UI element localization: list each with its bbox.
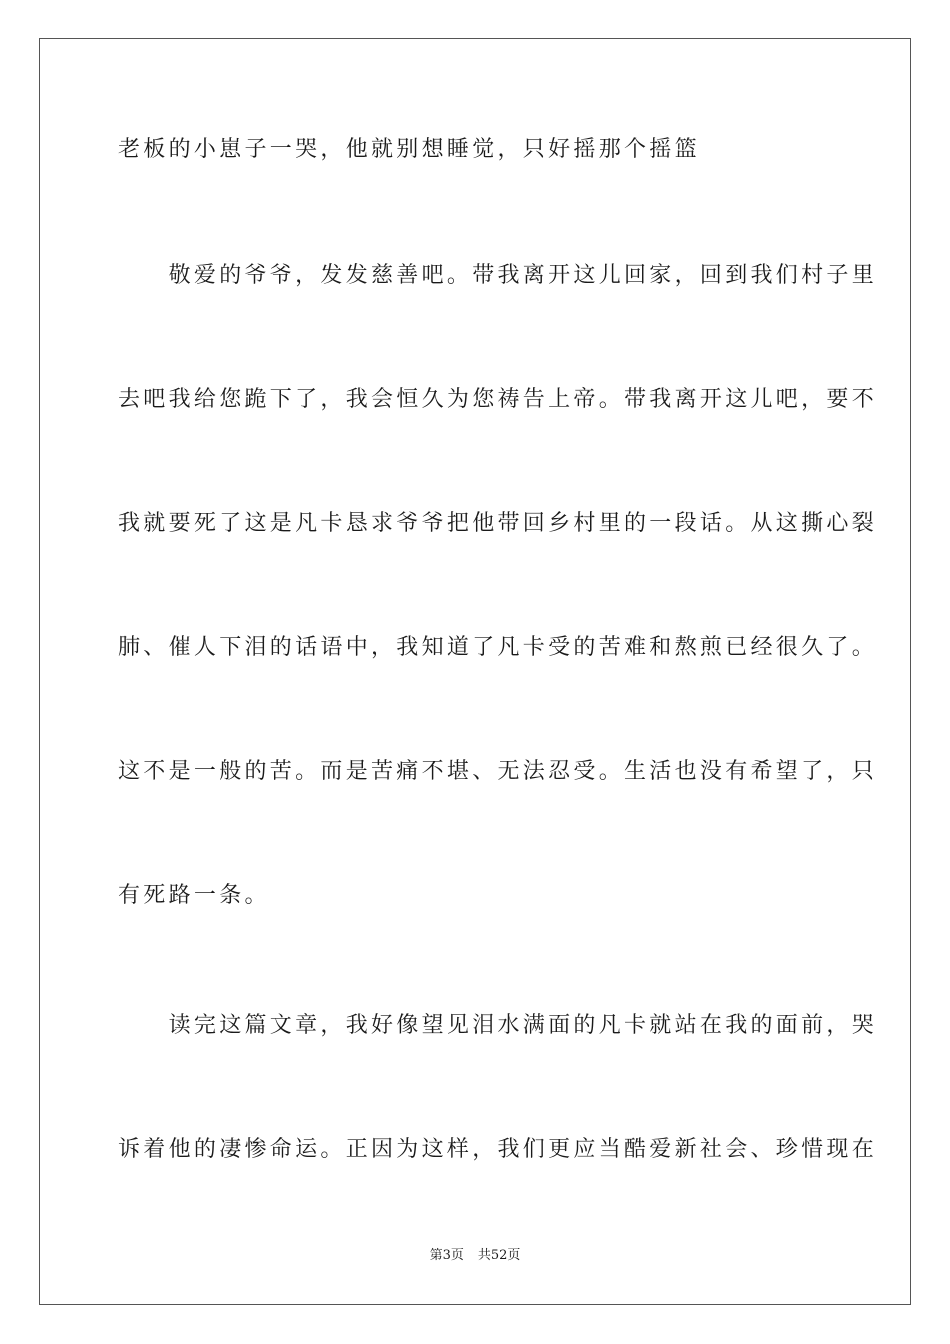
text-line: 诉着他的凄惨命运。正因为这样，我们更应当酷爱新社会、珍惜现在 bbox=[118, 1137, 878, 1162]
page-number: 第3页 bbox=[429, 1248, 464, 1263]
page-footer bbox=[0, 1246, 950, 1266]
text-line: 读完这篇文章，我好像望见泪水满面的凡卡就站在我的面前，哭 bbox=[118, 1013, 878, 1038]
page-total: 共52页 bbox=[477, 1248, 521, 1263]
text-line: 有死路一条。 bbox=[118, 883, 270, 908]
text-line: 肺、催人下泪的话语中，我知道了凡卡受的苦难和熬煎已经很久了。 bbox=[118, 635, 878, 660]
text-line: 老板的小崽子一哭，他就别想睡觉，只好摇那个摇篮 bbox=[118, 137, 700, 162]
text-line: 这不是一般的苦。而是苦痛不堪、无法忍受。生活也没有希望了，只 bbox=[118, 759, 878, 784]
page-border bbox=[39, 38, 911, 1305]
text-line: 去吧我给您跪下了，我会恒久为您祷告上帝。带我离开这儿吧，要不 bbox=[118, 387, 878, 412]
text-line: 我就要死了这是凡卡恳求爷爷把他带回乡村里的一段话。从这撕心裂 bbox=[118, 511, 878, 536]
text-line: 敬爱的爷爷，发发慈善吧。带我离开这儿回家，回到我们村子里 bbox=[118, 263, 878, 288]
